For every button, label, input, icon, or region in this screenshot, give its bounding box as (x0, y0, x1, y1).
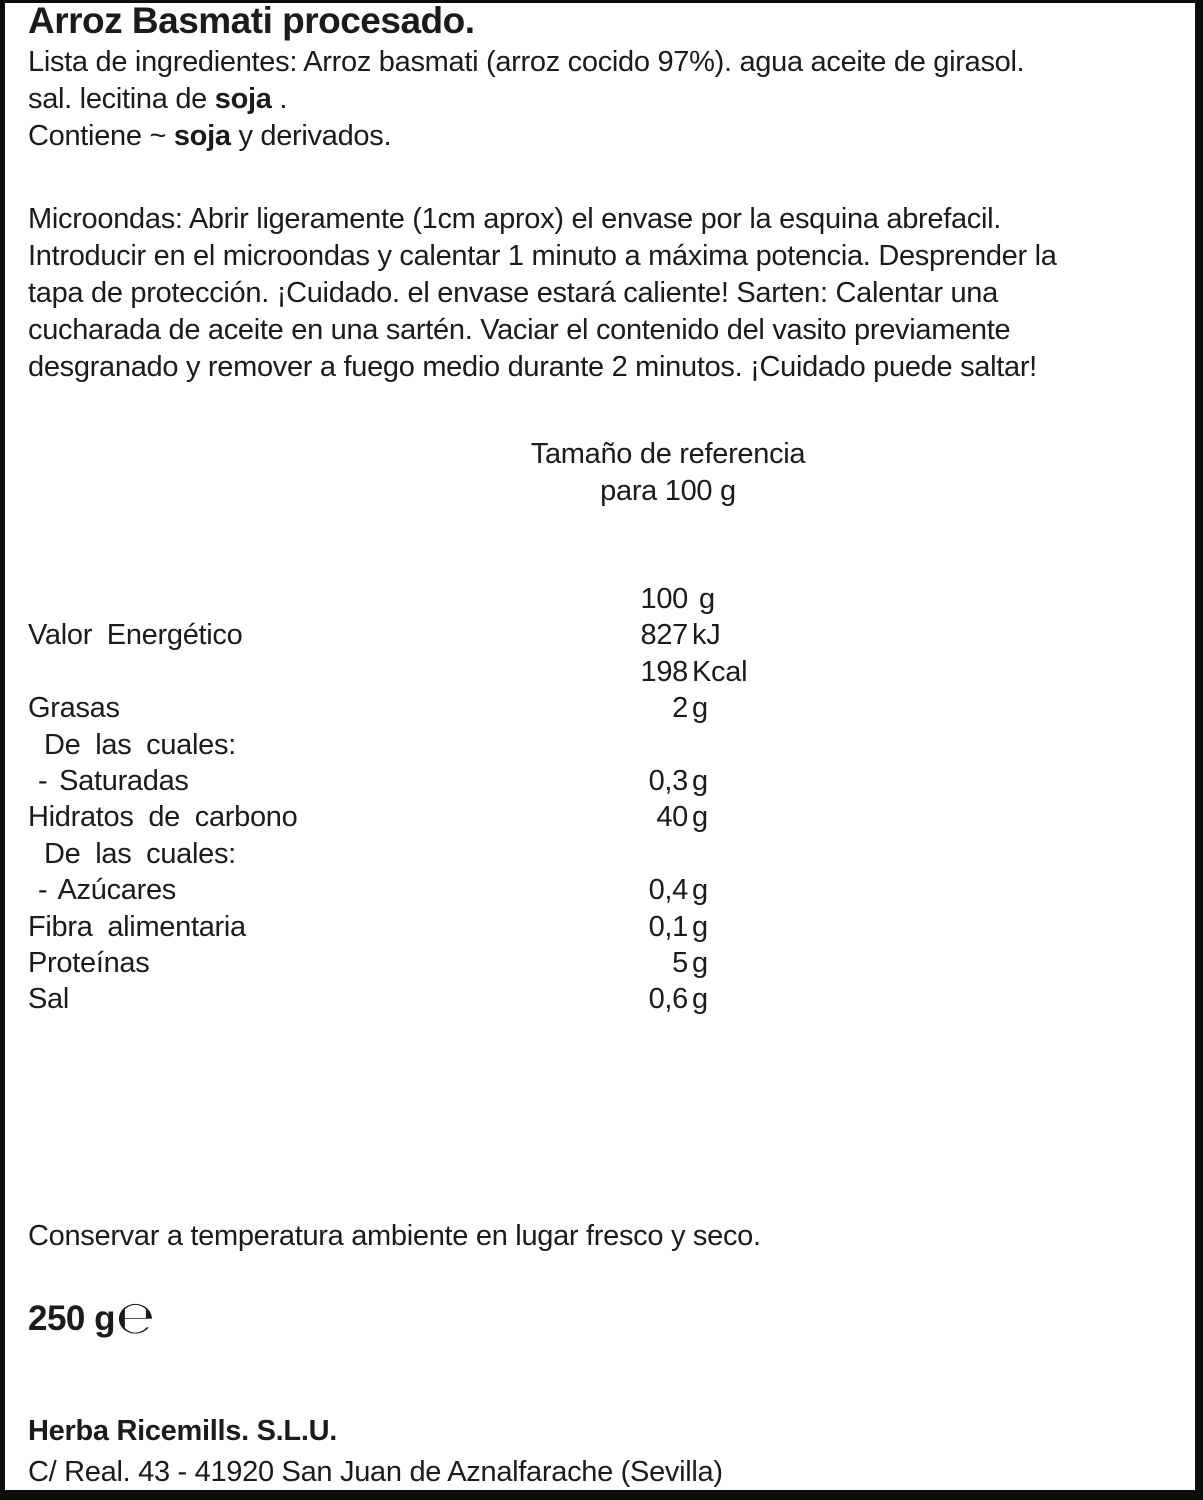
ingredients-line-1: Lista de ingredientes: Arroz basmati (arroz cocido 97%). agua aceite de girasol. (28, 46, 1025, 78)
ingredients-line-2 (28, 81, 1024, 118)
instructions-line-3: tapa de protección. ¡Cuidado. el envase estará caliente! Sarten: Calentar una (28, 277, 998, 309)
nutrient-unit: g (692, 801, 708, 834)
nutrient-unit: g (692, 983, 708, 1016)
nutrient-label: De las cuales: (44, 837, 236, 870)
nutrition-table (5, 581, 1193, 1018)
manufacturer-name: Herba Ricemills. S.L.U. (28, 1415, 337, 1447)
nutrition-row-sugars (5, 872, 1193, 908)
nutrition-row-energy-kcal (5, 654, 1193, 690)
nutrient-unit: g (692, 874, 708, 907)
instructions-line-1: Microondas: Abrir ligeramente (1cm aprox) el envase por la esquina abrefacil. (28, 203, 1002, 235)
instructions-line-4: cucharada de aceite en una sartén. Vaciar el contenido del vasito previamente (28, 314, 1011, 346)
nutrient-unit: kJ (692, 619, 721, 652)
nutrition-row-energy-kj (5, 617, 1193, 653)
preparation-instructions (28, 201, 1057, 386)
allergen-soja: soja (214, 83, 272, 115)
nutrient-value: 0,3 (648, 764, 688, 797)
instructions-line-5: desgranado y remover a fuego medio durante 2 minutos. ¡Cuidado puede saltar! (28, 351, 1037, 383)
instructions-line-2: Introducir en el microondas y calentar 1 minuto a máxima potencia. Desprender la (28, 240, 1057, 272)
nutrient-unit: g (692, 946, 708, 979)
contains-line (28, 118, 1024, 155)
nutrition-row-salt (5, 981, 1193, 1017)
nutrient-label: Proteínas (28, 946, 150, 979)
nutrient-value: 40 (656, 801, 688, 834)
contains-text: Contiene ~ (28, 120, 174, 152)
column-header-unit: g (699, 583, 715, 615)
contains-allergen-soja: soja (173, 120, 231, 152)
nutrition-column-header (5, 581, 1193, 617)
nutrient-unit: g (692, 692, 708, 725)
nutrient-value: 5 (672, 946, 688, 979)
product-title: Arroz Basmati procesado. (28, 0, 475, 41)
nutrient-label: Sal (28, 983, 70, 1016)
nutrition-row-fat (5, 690, 1193, 726)
column-header-value: 100 (640, 583, 688, 615)
nutrient-value: 0,4 (648, 874, 688, 907)
ingredients-line-2-text: sal. lecitina de (28, 83, 215, 115)
nutrient-label: Fibra alimentaria (28, 910, 246, 943)
manufacturer-address: C/ Real. 43 - 41920 San Juan de Aznalfarache (Sevilla) (28, 1456, 723, 1488)
nutrient-unit: g (692, 764, 708, 797)
nutrient-value: 2 (672, 692, 688, 725)
nutrition-row-fibre (5, 909, 1193, 945)
nutrient-value: 0,1 (648, 910, 688, 943)
reference-size-line-2: para 100 g (600, 475, 736, 507)
net-weight-value: 250 g (28, 1299, 115, 1338)
nutrition-row-protein (5, 945, 1193, 981)
net-weight (28, 1293, 154, 1348)
manufacturer-section (28, 1411, 723, 1493)
nutrient-unit: g (692, 910, 708, 943)
ingredients-section (28, 44, 1024, 155)
contains-text-end: y derivados. (230, 120, 392, 152)
nutrient-label: Valor Energético (28, 619, 243, 652)
reference-size-heading (368, 436, 968, 510)
nutrient-label: Grasas (28, 692, 120, 725)
nutrient-unit: Kcal (692, 655, 748, 688)
nutrition-row-saturates (5, 763, 1193, 799)
nutrient-label: - Azúcares (38, 874, 176, 907)
nutrient-label: Hidratos de carbono (28, 801, 298, 834)
nutrient-value: 198 (640, 655, 688, 688)
ingredients-line-2-end: . (271, 83, 288, 115)
nutrient-value: 827 (640, 619, 688, 652)
nutrition-row-carbohydrate (5, 799, 1193, 835)
nutrient-label: De las cuales: (44, 728, 236, 761)
nutrition-row-of-which-1 (5, 727, 1193, 763)
reference-size-line-1: Tamaño de referencia (530, 438, 806, 470)
nutrition-row-of-which-2 (5, 836, 1193, 872)
estimated-symbol: ℮ (116, 1291, 155, 1344)
storage-instructions: Conservar a temperatura ambiente en lugar fresco y seco. (28, 1220, 761, 1252)
nutrient-value: 0,6 (648, 983, 688, 1016)
nutrient-label: - Saturadas (38, 764, 189, 797)
